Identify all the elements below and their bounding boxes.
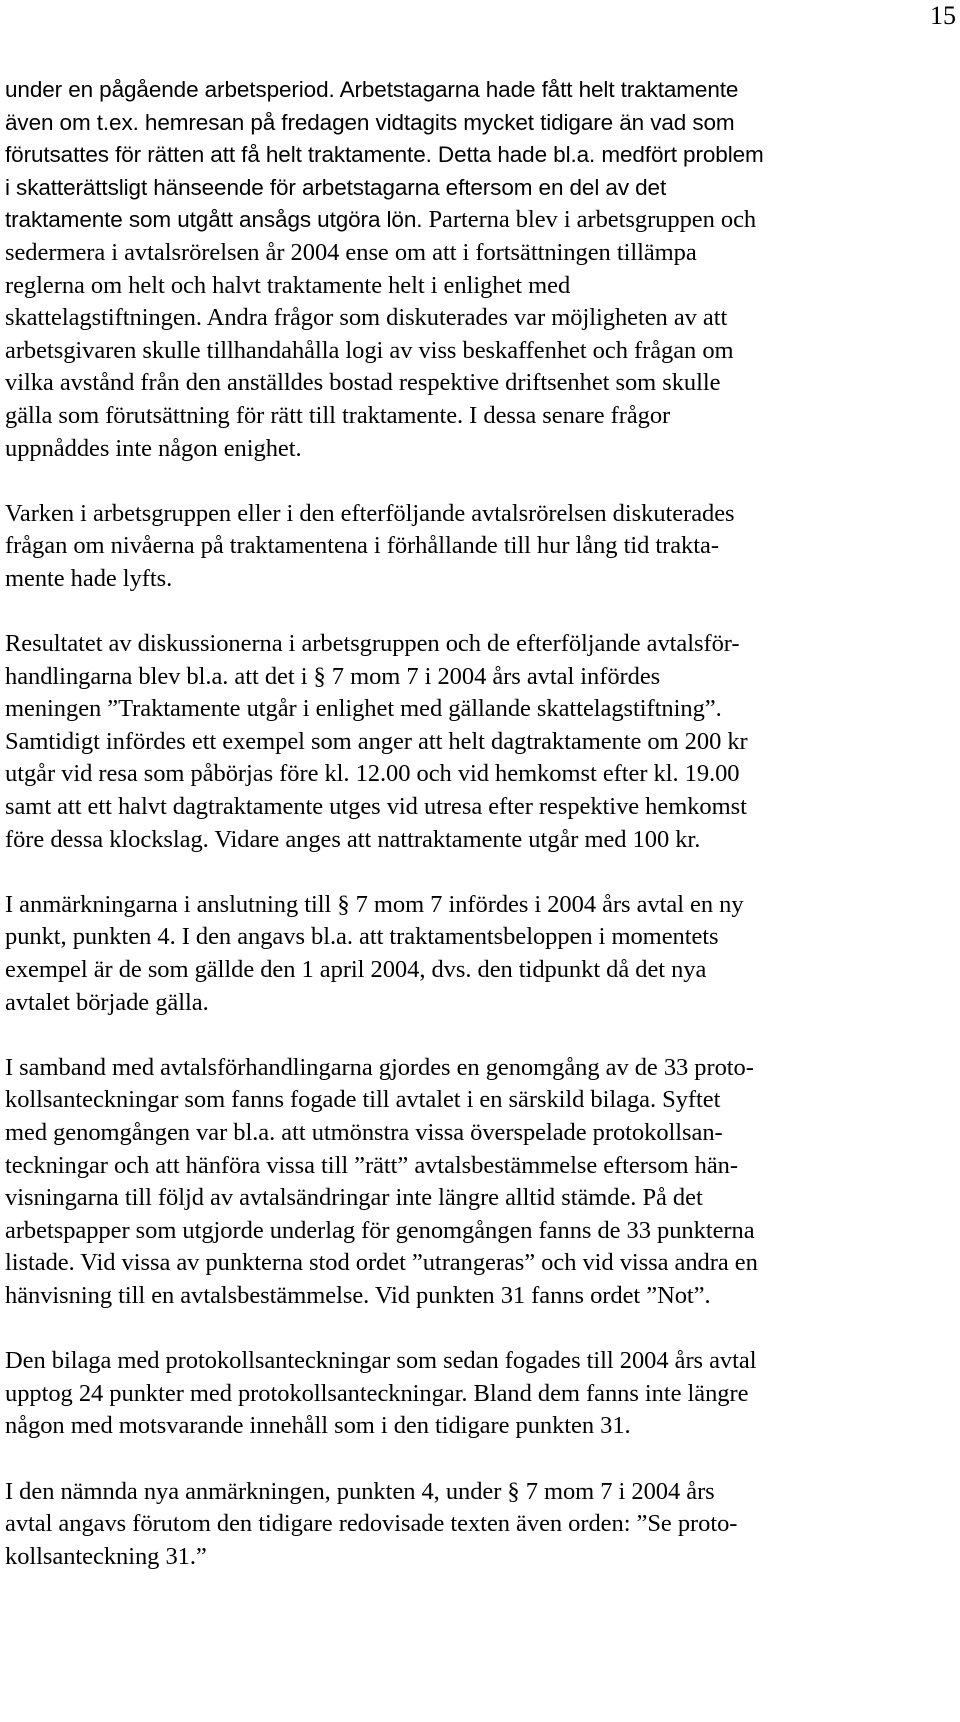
- text-line: uppnåddes inte någon enighet.: [5, 434, 302, 462]
- paragraph: [5, 1345, 955, 1443]
- text-line: under en pågående arbetsperiod. Arbetstagarna hade fått helt traktamente: [5, 77, 739, 102]
- text-line: avtalet började gälla.: [5, 988, 209, 1016]
- text-line: Resultatet av diskussionerna i arbetsgruppen och de efterföljande avtalsför-: [5, 630, 740, 658]
- text-line: kollsanteckningar som fanns fogade till avtalet i en särskild bilaga. Syftet: [5, 1086, 721, 1114]
- text-line: upptog 24 punkter med protokollsanteckningar. Bland dem fanns inte längre: [5, 1379, 749, 1407]
- text-line: [5, 204, 955, 237]
- text-line: Varken i arbetsgruppen eller i den efterföljande avtalsrörelsen diskuterades: [5, 499, 735, 527]
- text-line: samt att ett halvt dagtraktamente utges vid utresa efter respektive hemkomst: [5, 793, 747, 821]
- text-line: utgår vid resa som påbörjas före kl. 12.00 och vid hemkomst efter kl. 19.00: [5, 760, 740, 788]
- text-line: I anmärkningarna i anslutning till § 7 mom 7 infördes i 2004 års avtal en ny: [5, 890, 744, 918]
- text-line: arbetspapper som utgjorde underlag för genomgången fanns de 33 punkterna: [5, 1216, 755, 1244]
- text-line: handlingarna blev bl.a. att det i § 7 mom 7 i 2004 års avtal infördes: [5, 662, 661, 690]
- text-line: avtal angavs förutom den tidigare redovisade texten även orden: ”Se proto-: [5, 1510, 738, 1538]
- text-line: kollsanteckning 31.”: [5, 1542, 207, 1570]
- text-line: sedermera i avtalsrörelsen år 2004 ense om att i fortsättningen tillämpa: [5, 238, 697, 266]
- text-line: visningarna till följd av avtalsändringar inte längre alltid stämde. På det: [5, 1184, 703, 1212]
- text-segment: Parterna blev i arbetsgruppen och: [422, 206, 757, 234]
- text-line: I samband med avtalsförhandlingarna gjordes en genomgång av de 33 proto-: [5, 1053, 754, 1081]
- text-line: arbetsgivaren skulle tillhandahålla logi av viss beskaffenhet och frågan om: [5, 336, 734, 364]
- text-line: listade. Vid vissa av punkterna stod ordet ”utrangeras” och vid vissa andra en: [5, 1249, 758, 1277]
- paragraph: [5, 1052, 955, 1313]
- text-line: gälla som förutsättning för rätt till traktamente. I dessa senare frågor: [5, 401, 671, 429]
- text-line: skattelagstiftningen. Andra frågor som diskuterades var möjligheten av att: [5, 304, 728, 332]
- paragraph: [5, 889, 955, 1019]
- document-body: [5, 74, 955, 1573]
- text-line: i skatterättsligt hänseende för arbetstagarna eftersom en del av det: [5, 174, 667, 200]
- paragraph: [5, 1476, 955, 1574]
- text-line: I den nämnda nya anmärkningen, punkten 4, under § 7 mom 7 i 2004 års: [5, 1477, 715, 1505]
- text-line: någon med motsvarande innehåll som i den tidigare punkten 31.: [5, 1412, 631, 1440]
- text-line: mente hade lyfts.: [5, 564, 173, 592]
- text-line: exempel är de som gällde den 1 april 2004, dvs. den tidpunkt då det nya: [5, 956, 707, 984]
- page-number: 15: [930, 1, 956, 30]
- paragraph: [5, 74, 955, 465]
- text-line: vilka avstånd från den anställdes bostad respektive driftsenhet som skulle: [5, 369, 721, 397]
- text-segment: traktamente som utgått ansågs utgöra lön.: [5, 207, 423, 233]
- text-line: reglerna om helt och halvt traktamente helt i enlighet med: [5, 271, 571, 299]
- text-line: frågan om nivåerna på traktamentena i förhållande till hur lång tid trakta-: [5, 532, 719, 560]
- text-line: punkt, punkten 4. I den angavs bl.a. att traktamentsbeloppen i momentets: [5, 923, 719, 951]
- text-line: före dessa klockslag. Vidare anges att nattraktamente utgår med 100 kr.: [5, 825, 701, 853]
- text-line: meningen ”Traktamente utgår i enlighet med gällande skattelagstiftning”.: [5, 695, 722, 723]
- text-line: med genomgången var bl.a. att utmönstra vissa överspelade protokollsan-: [5, 1119, 723, 1146]
- text-line: även om t.ex. hemresan på fredagen vidtagits mycket tidigare än vad som: [5, 109, 735, 135]
- text-line: Samtidigt infördes ett exempel som anger att helt dagtraktamente om 200 kr: [5, 727, 748, 755]
- paragraph: [5, 498, 955, 596]
- paragraph: [5, 628, 955, 856]
- text-line: hänvisning till en avtalsbestämmelse. Vid punkten 31 fanns ordet ”Not”.: [5, 1281, 711, 1309]
- text-line: teckningar och att hänföra vissa till ”rätt” avtalsbestämmelse eftersom hän-: [5, 1151, 738, 1179]
- text-line: Den bilaga med protokollsanteckningar som sedan fogades till 2004 års avtal: [5, 1347, 757, 1375]
- text-line: förutsattes för rätten att få helt traktamente. Detta hade bl.a. medfört problem: [5, 142, 764, 168]
